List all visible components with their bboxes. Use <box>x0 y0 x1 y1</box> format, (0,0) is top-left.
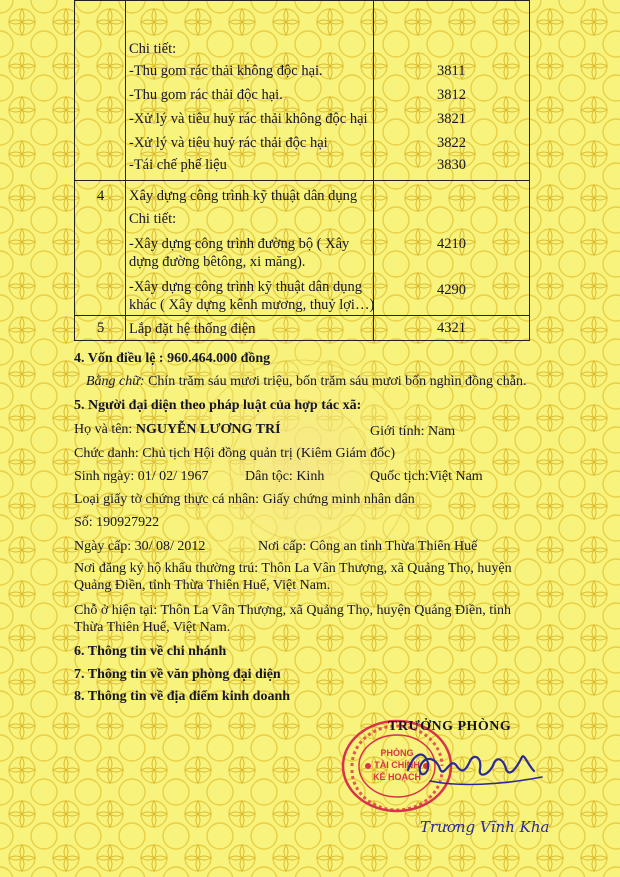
business-lines-table <box>74 0 530 341</box>
rep-current-line-1: Chỗ ở hiện tại: Thôn La Vân Thượng, xã Quảng Thọ, huyện Quảng Điền, tỉnh <box>74 603 512 618</box>
branch-heading: 6. Thông tin về chi nhánh <box>74 644 227 659</box>
rep-dob: Sinh ngày: 01/ 02/ 1967 <box>74 469 209 484</box>
row-number: 5 <box>97 320 105 336</box>
activity-code: 4290 <box>437 282 466 298</box>
rep-residence-line-1: Nơi đăng ký hộ khẩu thường trú: Thôn La Vân Thượng, xã Quảng Thọ, huyện <box>74 561 512 576</box>
activity-code: 3811 <box>437 63 466 79</box>
row-number: 4 <box>97 188 105 204</box>
seal-text: KẾ HOẠCH <box>372 772 422 782</box>
signer-name: Trương Vĩnh Kha <box>420 818 550 836</box>
activity-code: 3830 <box>437 157 466 173</box>
signature-title: TRƯỞNG PHÒNG <box>388 719 512 734</box>
capital-heading: 4. Vốn điều lệ : 960.464.000 đồng <box>74 351 271 366</box>
table-divider <box>125 0 126 341</box>
table-divider <box>75 180 529 181</box>
rep-nationality: Quốc tịch:Việt Nam <box>370 469 483 484</box>
line-text: -Xây dựng công trình kỹ thuật dân dụng <box>129 279 362 295</box>
name-label: Họ và tên: <box>74 422 136 437</box>
seal-text: TÀI CHÍNH <box>374 760 420 770</box>
table-divider <box>75 315 529 316</box>
activity-code: 3812 <box>437 87 466 103</box>
line-text: Chi tiết: <box>129 41 177 57</box>
line-text: -Thu gom rác thải không độc hại. <box>129 63 323 79</box>
seal-text: PHÒNG <box>380 748 414 758</box>
words-label: Bằng chữ: <box>86 374 145 389</box>
line-text: -Xây dựng công trình đường bộ ( Xây <box>129 236 350 252</box>
line-text: khác ( Xây dựng kênh mương, thuỷ lợi…) <box>129 297 375 313</box>
line-text: -Xử lý và tiêu huỷ rác thải không độc hại <box>129 111 368 127</box>
rep-id-number: Số: 190927922 <box>74 515 160 530</box>
rep-name: NGUYỄN LƯƠNG TRÍ <box>135 422 281 437</box>
activity-code: 3822 <box>437 135 466 151</box>
rep-issue-date: Ngày cấp: 30/ 08/ 2012 <box>74 539 206 554</box>
line-text: -Tái chế phế liệu <box>129 157 227 173</box>
rep-title: Chức danh: Chủ tịch Hội đồng quản trị (Kiêm Giám đốc) <box>74 446 395 461</box>
line-text: Lắp đặt hệ thống điện <box>129 321 256 337</box>
table-divider <box>373 0 374 341</box>
location-heading: 8. Thông tin về địa điểm kinh doanh <box>74 689 291 704</box>
capital-in-words <box>86 374 526 390</box>
rep-gender: Giới tính: Nam <box>370 424 456 439</box>
handwritten-signature <box>400 735 550 795</box>
line-text: -Xử lý và tiêu huỷ rác thải độc hại <box>129 135 328 151</box>
rep-residence-line-2: Quảng Điền, tỉnh Thừa Thiên Huế, Việt Nam. <box>74 578 331 593</box>
table-divider <box>75 0 529 1</box>
activity-code: 4210 <box>437 236 466 252</box>
rep-ethnic: Dân tộc: Kinh <box>245 469 325 484</box>
words-value: Chín trăm sáu mươi triệu, bốn trăm sáu mươi bốn nghìn đồng chẵn. <box>144 374 527 389</box>
table-divider <box>75 340 529 341</box>
office-heading: 7. Thông tin về văn phòng đại diện <box>74 667 281 682</box>
line-text: Chi tiết: <box>129 211 177 227</box>
rep-name-line <box>74 422 281 438</box>
line-text: Xây dựng công trình kỹ thuật dân dụng <box>129 188 358 204</box>
rep-current-line-2: Thừa Thiên Huế, Việt Nam. <box>74 620 231 635</box>
activity-code: 4321 <box>437 320 466 336</box>
rep-issue-place: Nơi cấp: Công an tỉnh Thừa Thiên Huế <box>258 539 478 554</box>
line-text: dựng đường bêtông, xi măng). <box>129 254 306 270</box>
rep-id-type: Loại giấy tờ chứng thực cá nhân: Giấy chứng minh nhân dân <box>74 492 415 507</box>
representative-heading: 5. Người đại diện theo pháp luật của hợp tác xã: <box>74 398 362 413</box>
activity-code: 3821 <box>437 111 466 127</box>
line-text: -Thu gom rác thải độc hại. <box>129 87 283 103</box>
